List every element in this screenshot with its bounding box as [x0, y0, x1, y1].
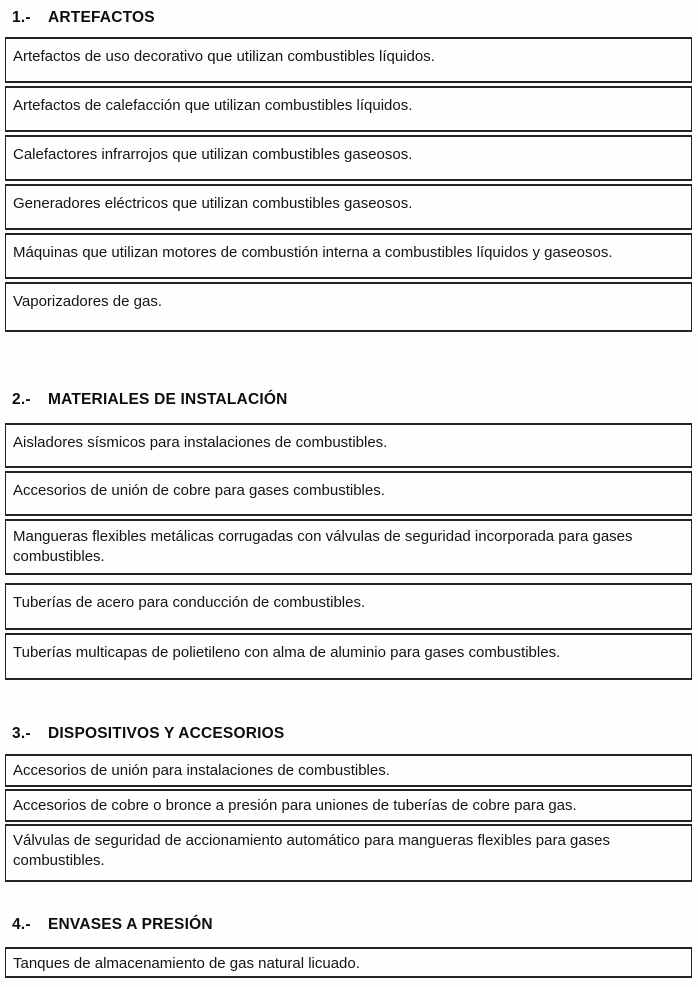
- table-row: Accesorios de unión de cobre para gases combustibles.: [5, 471, 692, 516]
- table-row: Válvulas de seguridad de accionamiento automático para mangueras flexibles para gases combustibles.: [5, 824, 692, 882]
- section-4-number: 4.-: [12, 916, 31, 933]
- section-4-table: [5, 947, 692, 978]
- section-2-number: 2.-: [12, 391, 31, 408]
- section-1-title: ARTEFACTOS: [48, 9, 155, 26]
- section-4-heading: [12, 915, 698, 935]
- table-row: Vaporizadores de gas.: [5, 282, 692, 332]
- section-3-title: DISPOSITIVOS Y ACCESORIOS: [48, 725, 285, 742]
- section-1-number: 1.-: [12, 9, 31, 26]
- table-row: Artefactos de uso decorativo que utilizan combustibles líquidos.: [5, 37, 692, 83]
- section-3-number: 3.-: [12, 725, 31, 742]
- section-1-table: [5, 37, 692, 332]
- section-2-heading: [12, 390, 698, 410]
- section-2-table: [5, 423, 692, 680]
- table-row: Mangueras flexibles metálicas corrugadas con válvulas de seguridad incorporada para gases combustibles.: [5, 519, 692, 575]
- section-3-table: [5, 754, 692, 882]
- table-row: Máquinas que utilizan motores de combustión interna a combustibles líquidos y gaseosos.: [5, 233, 692, 279]
- table-row: Tuberías multicapas de polietileno con alma de aluminio para gases combustibles.: [5, 633, 692, 680]
- table-row: Accesorios de unión para instalaciones de combustibles.: [5, 754, 692, 787]
- section-2-title: MATERIALES DE INSTALACIÓN: [48, 391, 288, 408]
- table-row: Generadores eléctricos que utilizan combustibles gaseosos.: [5, 184, 692, 230]
- section-4-title: ENVASES A PRESIÓN: [48, 916, 213, 933]
- table-row: Artefactos de calefacción que utilizan combustibles líquidos.: [5, 86, 692, 132]
- table-row: Tuberías de acero para conducción de combustibles.: [5, 583, 692, 630]
- table-row: Calefactores infrarrojos que utilizan combustibles gaseosos.: [5, 135, 692, 181]
- section-1-heading: [12, 8, 698, 28]
- table-row: Tanques de almacenamiento de gas natural licuado.: [5, 947, 692, 978]
- table-row: Aisladores sísmicos para instalaciones de combustibles.: [5, 423, 692, 468]
- table-row: Accesorios de cobre o bronce a presión para uniones de tuberías de cobre para gas.: [5, 789, 692, 822]
- section-3-heading: [12, 724, 698, 744]
